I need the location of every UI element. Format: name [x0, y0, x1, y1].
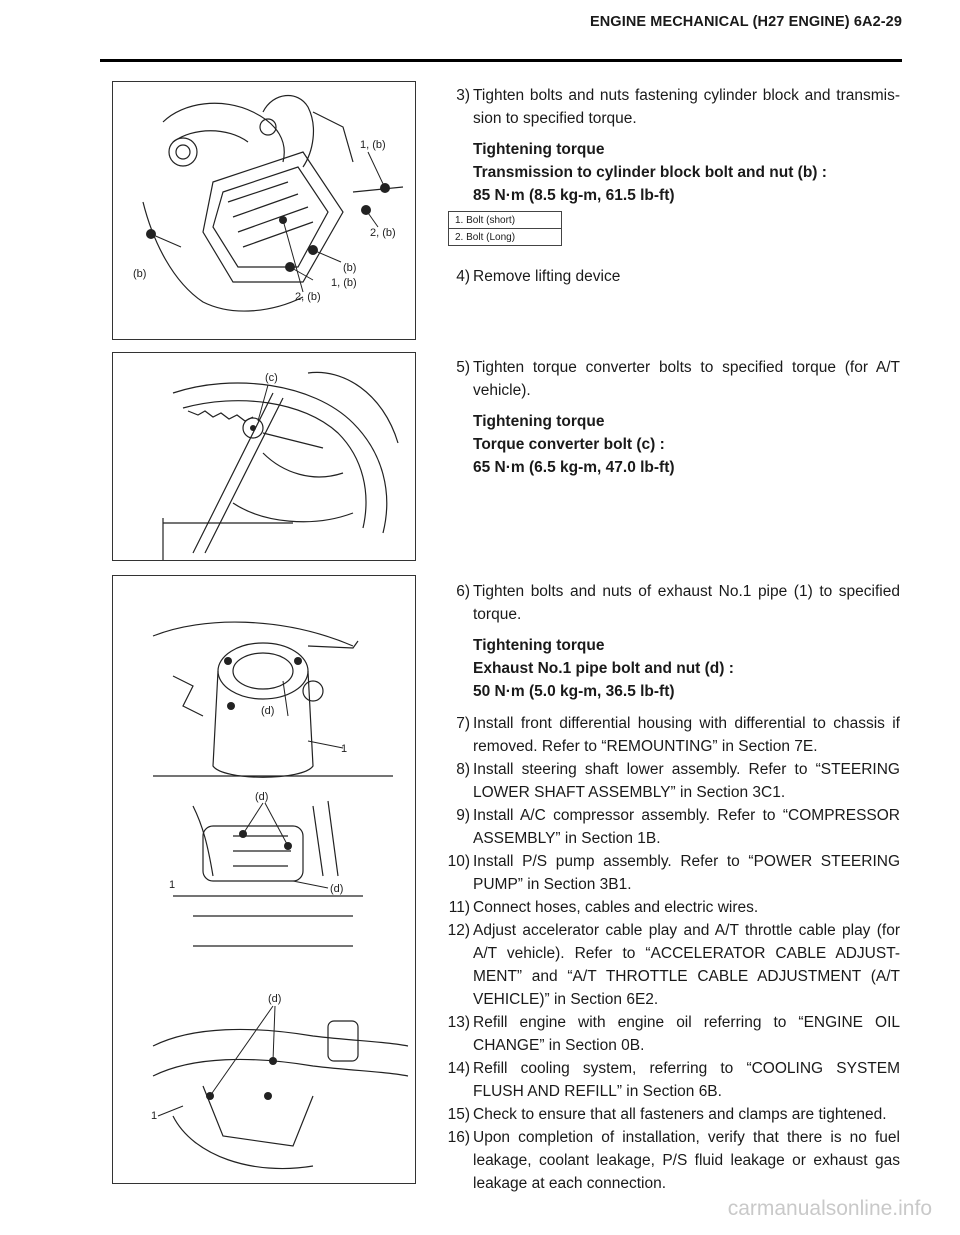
- step-15: [440, 1103, 900, 1126]
- step-number: 11): [448, 899, 470, 916]
- figure-transmission-bolts: [112, 81, 416, 340]
- step-4: [440, 265, 900, 288]
- step-number: 5): [456, 359, 470, 376]
- step-text: Install A/C compressor assembly. Refer to “COMPRESSOR ASSEMBLY” in Section 1B.: [473, 807, 900, 847]
- figure1-label-3: (b): [133, 268, 147, 280]
- step-6: [440, 580, 900, 626]
- section-step-6: [440, 580, 900, 703]
- spec-heading: Tightening torque: [473, 637, 605, 654]
- legend-row: [449, 229, 562, 246]
- figure3-label-d3: (d): [330, 883, 344, 895]
- torque-spec-c: [440, 410, 900, 479]
- step-8: [440, 758, 900, 804]
- figure3-label-1c: 1: [151, 1110, 158, 1122]
- legend-cell: 1. Bolt (short): [449, 212, 562, 229]
- step-number: 4): [456, 268, 470, 285]
- spec-item: Exhaust No.1 pipe bolt and nut (d) :: [473, 660, 734, 677]
- step-number: 12): [447, 922, 470, 939]
- step-number: 16): [447, 1129, 470, 1146]
- figure1-label-6: 2, (b): [295, 291, 321, 303]
- figure1-label-2: 2, (b): [370, 227, 396, 239]
- bolt-legend-table: [448, 211, 562, 246]
- step-13: [440, 1011, 900, 1057]
- step-number: 3): [456, 87, 470, 104]
- step-text: Install front differential housing with differential to chassis if removed. Refer to “REMOUNTING” in Section 7E.: [473, 715, 900, 755]
- spec-item: Transmission to cylinder block bolt and nut (b) :: [473, 164, 827, 181]
- figure1-label-5: 1, (b): [331, 277, 357, 289]
- step-text: Refill engine with engine oil referring to “ENGINE OIL CHANGE” in Section 0B.: [473, 1014, 900, 1054]
- figure-torque-converter: [112, 352, 416, 561]
- step-text: Remove lifting device: [473, 268, 621, 285]
- figure3-label-1a: 1: [341, 743, 348, 755]
- section-step-3: [440, 84, 900, 207]
- step-number: 14): [447, 1060, 470, 1077]
- figure1-label-1: 1, (b): [360, 139, 386, 151]
- figure2-label-c: (c): [265, 372, 278, 384]
- step-number: 7): [456, 715, 470, 732]
- figure3-label-d4: (d): [268, 993, 282, 1005]
- figure-exhaust-pipe: [112, 575, 416, 1184]
- step-text: Refill cooling system, referring to “COOLING SYSTEM FLUSH AND REFILL” in Section 6B.: [473, 1060, 900, 1100]
- step-number: 13): [447, 1014, 470, 1031]
- watermark: carmanualsonline.info: [727, 1197, 932, 1220]
- step-12: [440, 919, 900, 1011]
- legend-row: [449, 212, 562, 229]
- legend-cell: 2. Bolt (Long): [449, 229, 562, 246]
- step-text: Tighten bolts and nuts of exhaust No.1 pipe (1) to specified torque.: [473, 583, 900, 623]
- section-step-4: [440, 265, 900, 288]
- step-number: 15): [447, 1106, 470, 1123]
- step-number: 10): [447, 853, 470, 870]
- page-title: ENGINE MECHANICAL (H27 ENGINE) 6A2-29: [589, 14, 902, 30]
- step-text: Install steering shaft lower assembly. Refer to “STEERING LOWER SHAFT ASSEMBLY” in Section 3C1.: [473, 761, 900, 801]
- step-number: 8): [456, 761, 470, 778]
- spec-item: Torque converter bolt (c) :: [473, 436, 665, 453]
- step-10: [440, 850, 900, 896]
- step-number: 9): [456, 807, 470, 824]
- step-number: 6): [456, 583, 470, 600]
- torque-converter-illustration: [113, 353, 415, 560]
- step-9: [440, 804, 900, 850]
- torque-spec-b: [440, 138, 900, 207]
- step-text: Upon completion of installation, verify that there is no fuel leakage, coolant leakage, P/S fluid leakage or exhaust gas leakage at each connection.: [473, 1129, 900, 1192]
- step-text: Adjust accelerator cable play and A/T throttle cable play (for A/T vehicle). Refer to “ACCELERATOR CABLE ADJUST-MENT” and “A/T THROTTLE CABLE ADJUSTMENT (A/T VEHICLE)” in Section 6E2.: [473, 922, 900, 1008]
- torque-spec-d: [440, 634, 900, 703]
- header-rule: [100, 59, 902, 62]
- step-5: [440, 356, 900, 402]
- step-text: Tighten torque converter bolts to specified torque (for A/T vehicle).: [473, 359, 900, 399]
- step-text: Tighten bolts and nuts fastening cylinder block and transmis-sion to specified torque.: [473, 87, 900, 127]
- step-14: [440, 1057, 900, 1103]
- step-16: [440, 1126, 900, 1195]
- spec-value: 50 N·m (5.0 kg-m, 36.5 lb-ft): [473, 683, 675, 700]
- figure1-label-4: (b): [343, 262, 357, 274]
- figure3-label-d2: (d): [255, 791, 269, 803]
- spec-heading: Tightening torque: [473, 413, 605, 430]
- figure3-label-d1: (d): [261, 705, 275, 717]
- step-text: Check to ensure that all fasteners and clamps are tightened.: [473, 1106, 887, 1123]
- spec-value: 65 N·m (6.5 kg-m, 47.0 lb-ft): [473, 459, 675, 476]
- figure3-label-1b: 1: [169, 879, 176, 891]
- section-step-5: [440, 356, 900, 479]
- transmission-bolts-illustration: [113, 82, 415, 339]
- step-text: Connect hoses, cables and electric wires.: [473, 899, 759, 916]
- page-header: [100, 14, 902, 44]
- section-steps-7-16: [440, 712, 900, 1195]
- exhaust-pipe-illustration: [113, 576, 415, 1183]
- spec-value: 85 N·m (8.5 kg-m, 61.5 lb-ft): [473, 187, 675, 204]
- spec-heading: Tightening torque: [473, 141, 605, 158]
- step-7: [440, 712, 900, 758]
- step-text: Install P/S pump assembly. Refer to “POWER STEERING PUMP” in Section 3B1.: [473, 853, 900, 893]
- step-3: [440, 84, 900, 130]
- step-11: [440, 896, 900, 919]
